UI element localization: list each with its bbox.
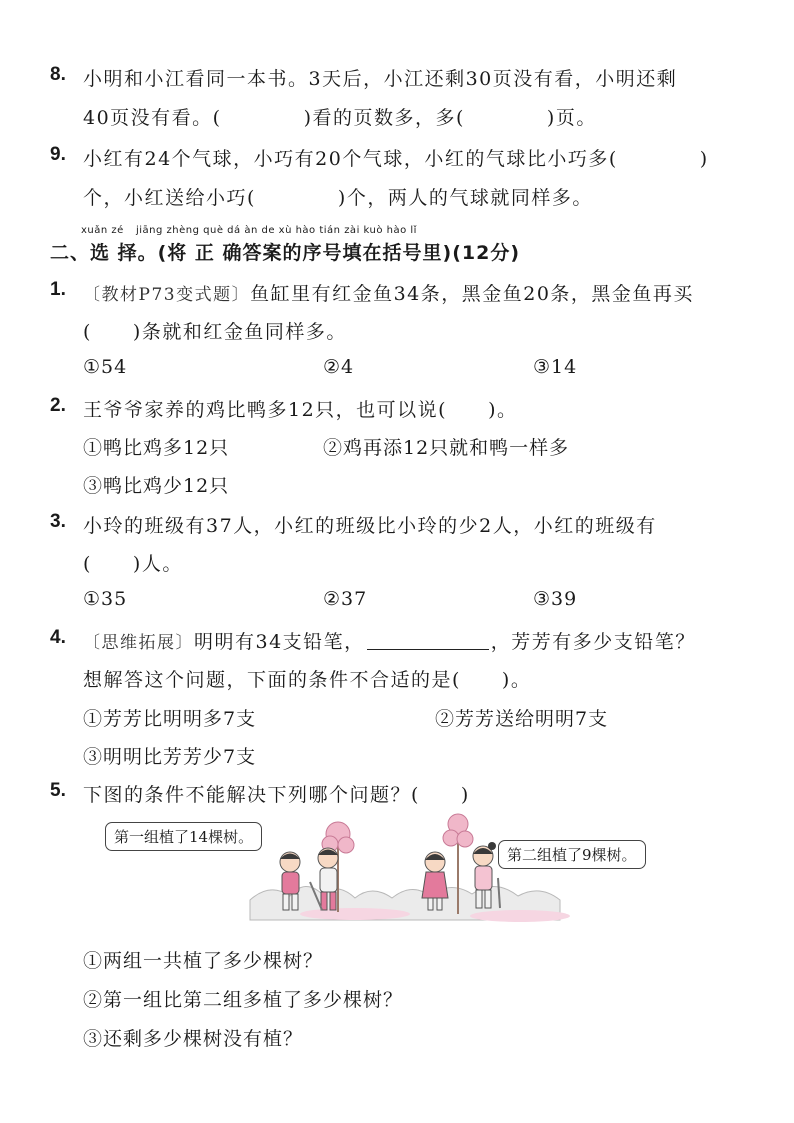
choice-4-option-a[interactable]: ①芳芳比明明多7支 [83, 708, 257, 730]
choice-5-number: 5. [50, 780, 66, 801]
choice-5-option-c[interactable]: ③还剩多少棵树没有植？ [83, 1028, 304, 1050]
section-2-pinyin-instruction: jiāng zhèng què dá àn de xù hào tián zài kuò hào lǐ [136, 225, 417, 236]
tree-planting-illustration [100, 812, 680, 932]
group-one-speech-bubble: 第一组植了14棵树。 [105, 822, 262, 851]
choice-2-option-c[interactable]: ③鸭比鸡少12只 [83, 475, 230, 497]
choice-1-source-tag: 〔教材P73变式题〕 [83, 285, 251, 305]
choice-2-option-a[interactable]: ①鸭比鸡多12只 [83, 437, 230, 459]
choice-2-number: 2. [50, 395, 66, 416]
choice-1-number: 1. [50, 279, 66, 300]
choice-3-line-2: ( )人。 [83, 553, 183, 575]
section-2-title: 二、选 择。(将 正 确答案的序号填在括号里)(12分) [50, 242, 521, 264]
choice-4-text-b: ，芳芳有多少支铅笔？ [490, 631, 696, 653]
choice-3-option-b[interactable]: ②37 [323, 588, 368, 610]
choice-3-option-a[interactable]: ①35 [83, 588, 128, 610]
choice-4-answer-blank[interactable] [367, 631, 489, 650]
choice-4-source-tag: 〔思维拓展〕 [83, 633, 194, 653]
choice-1-option-b[interactable]: ②4 [323, 356, 355, 378]
choice-3-line-1: 小玲的班级有37人，小红的班级比小玲的少2人，小红的班级有 [83, 515, 657, 537]
choice-4-text-a: 明明有34支铅笔， [194, 631, 365, 653]
question-8-line-2: 40页没有看。( )看的页数多，多( )页。 [83, 107, 597, 129]
question-8-number: 8. [50, 64, 66, 85]
choice-1-option-a[interactable]: ①54 [83, 356, 128, 378]
choice-1-line-2: ( )条就和红金鱼同样多。 [83, 321, 347, 343]
choice-1-text: 鱼缸里有红金鱼34条，黑金鱼20条，黑金鱼再买 [250, 283, 694, 305]
choice-4-option-c[interactable]: ③明明比芳芳少7支 [83, 746, 257, 768]
choice-5-option-a[interactable]: ①两组一共植了多少棵树？ [83, 950, 324, 972]
choice-1-line-1 [83, 279, 694, 306]
question-9-number: 9. [50, 144, 66, 165]
question-9-line-1: 小红有24个气球，小巧有20个气球，小红的气球比小巧多( ) [83, 148, 709, 170]
choice-2-line-1: 王爷爷家养的鸡比鸭多12只，也可以说( )。 [83, 399, 518, 421]
choice-4-line-2: 想解答这个问题，下面的条件不合适的是( )。 [83, 669, 532, 691]
choice-4-line-1 [83, 627, 696, 654]
choice-5-option-b[interactable]: ②第一组比第二组多植了多少棵树？ [83, 989, 404, 1011]
group-two-speech-bubble: 第二组植了9棵树。 [498, 840, 646, 869]
choice-4-number: 4. [50, 627, 66, 648]
question-9-line-2: 个，小红送给小巧( )个，两人的气球就同样多。 [83, 187, 593, 209]
section-2-pinyin-xuanze: xuǎn zé [81, 225, 124, 236]
choice-4-option-b[interactable]: ②芳芳送给明明7支 [435, 708, 609, 730]
choice-5-line-1: 下图的条件不能解决下列哪个问题？( ) [83, 784, 470, 806]
choice-3-number: 3. [50, 511, 66, 532]
choice-2-option-b[interactable]: ②鸡再添12只就和鸭一样多 [323, 437, 570, 459]
choice-3-option-c[interactable]: ③39 [533, 588, 578, 610]
choice-1-option-c[interactable]: ③14 [533, 356, 578, 378]
question-8-line-1: 小明和小江看同一本书。3天后，小江还剩30页没有看，小明还剩 [83, 68, 678, 90]
